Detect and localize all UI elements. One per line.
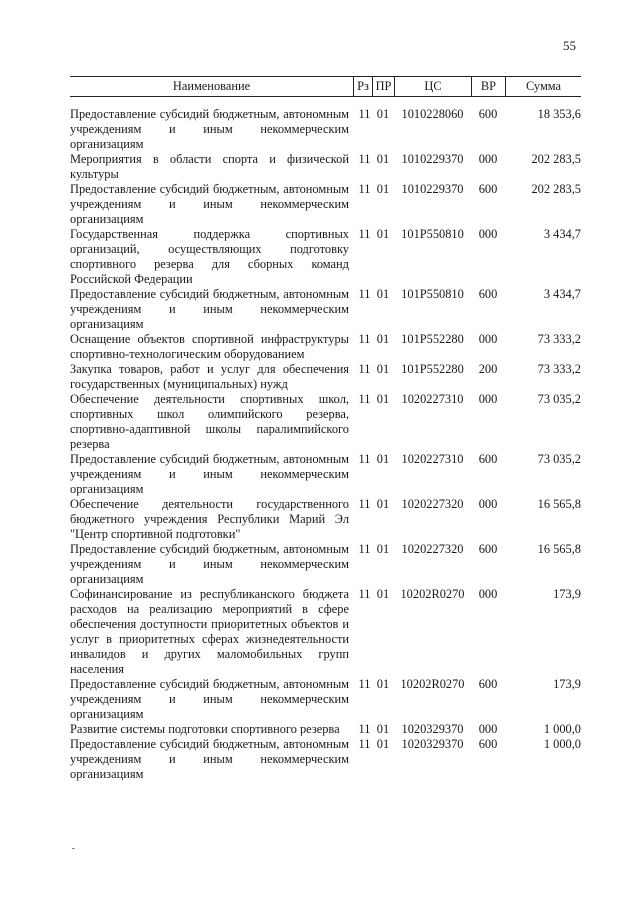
table-row <box>70 452 581 497</box>
cell-cs: 10202R0270 <box>400 677 465 691</box>
cell-rz: 11 <box>358 497 371 511</box>
cell-cs: 1020329370 <box>401 737 464 751</box>
cell-cs: 1010228060 <box>401 107 464 121</box>
cell-vr: 600 <box>478 287 498 301</box>
table-row <box>70 542 581 587</box>
cell-vr: 000 <box>478 587 498 601</box>
table-row <box>70 362 581 392</box>
header-pr: ПР <box>372 77 394 96</box>
cell-rz: 11 <box>358 722 371 736</box>
cell-pr: 01 <box>376 107 390 121</box>
cell-rz: 11 <box>358 362 371 376</box>
cell-pr: 01 <box>376 182 390 196</box>
scan-speck <box>72 848 75 849</box>
cell-rz: 11 <box>358 332 371 346</box>
cell-vr: 000 <box>478 332 498 346</box>
cell-rz: 11 <box>358 227 371 241</box>
cell-cs: 101P552280 <box>401 332 464 346</box>
table-row <box>70 677 581 722</box>
cell-vr: 000 <box>478 497 498 511</box>
cell-sum: 173,9 <box>553 677 581 691</box>
cell-rz: 11 <box>358 677 371 691</box>
cell-rz: 11 <box>358 392 371 406</box>
cell-sum: 3 434,7 <box>543 227 581 241</box>
cell-sum: 1 000,0 <box>543 722 581 736</box>
table-row <box>70 107 581 152</box>
cell-name: Мероприятия в области спорта и физической культуры <box>70 152 349 181</box>
cell-sum: 16 565,8 <box>537 497 581 511</box>
cell-name: Предоставление субсидий бюджетным, автономным учреждениям и иным некоммерческим организациям <box>70 737 349 781</box>
cell-vr: 600 <box>478 677 498 691</box>
cell-cs: 101P552280 <box>401 362 464 376</box>
cell-cs: 1020227320 <box>401 497 464 511</box>
cell-rz: 11 <box>358 182 371 196</box>
cell-vr: 600 <box>478 182 498 196</box>
cell-name: Развитие системы подготовки спортивного резерва <box>70 722 340 736</box>
cell-pr: 01 <box>376 287 390 301</box>
cell-name: Предоставление субсидий бюджетным, автономным учреждениям и иным некоммерческим организациям <box>70 677 349 721</box>
cell-name: Государственная поддержка спортивных организаций, осуществляющих подготовку спортивного резерва для сборных команд Российской Федерации <box>70 227 349 286</box>
cell-pr: 01 <box>376 587 390 601</box>
cell-rz: 11 <box>358 107 371 121</box>
cell-rz: 11 <box>358 587 371 601</box>
cell-name: Предоставление субсидий бюджетным, автономным учреждениям и иным некоммерческим организациям <box>70 287 349 331</box>
table-row <box>70 332 581 362</box>
cell-vr: 600 <box>478 452 498 466</box>
table-row <box>70 722 581 737</box>
cell-rz: 11 <box>358 542 371 556</box>
table-row <box>70 152 581 182</box>
cell-pr: 01 <box>376 452 390 466</box>
cell-pr: 01 <box>376 227 390 241</box>
cell-vr: 600 <box>478 107 498 121</box>
table-row <box>70 737 581 782</box>
cell-sum: 18 353,6 <box>537 107 581 121</box>
cell-sum: 1 000,0 <box>543 737 581 751</box>
cell-name: Оснащение объектов спортивной инфраструктуры спортивно-технологическим оборудованием <box>70 332 349 361</box>
header-cs: ЦС <box>394 77 471 96</box>
page-number: 55 <box>563 38 576 53</box>
table-row <box>70 587 581 677</box>
cell-cs: 101P550810 <box>401 287 464 301</box>
cell-cs: 10202R0270 <box>400 587 465 601</box>
budget-table <box>70 76 581 782</box>
cell-name: Обеспечение деятельности спортивных школ, спортивных школ олимпийского резерва, спортивно-адаптивной школы паралимпийского резерва <box>70 392 349 451</box>
cell-sum: 3 434,7 <box>543 287 581 301</box>
cell-sum: 73 035,2 <box>537 452 581 466</box>
cell-sum: 202 283,5 <box>531 182 581 196</box>
cell-cs: 1020329370 <box>401 722 464 736</box>
cell-name: Предоставление субсидий бюджетным, автономным учреждениям и иным некоммерческим организациям <box>70 452 349 496</box>
cell-vr: 000 <box>478 392 498 406</box>
cell-name: Предоставление субсидий бюджетным, автономным учреждениям и иным некоммерческим организациям <box>70 182 349 226</box>
cell-pr: 01 <box>376 722 390 736</box>
cell-pr: 01 <box>376 677 390 691</box>
cell-sum: 16 565,8 <box>537 542 581 556</box>
cell-name: Предоставление субсидий бюджетным, автономным учреждениям и иным некоммерческим организациям <box>70 542 349 586</box>
cell-cs: 1010229370 <box>401 182 464 196</box>
cell-vr: 000 <box>478 722 498 736</box>
cell-sum: 173,9 <box>553 587 581 601</box>
cell-pr: 01 <box>376 362 390 376</box>
cell-vr: 000 <box>478 152 498 166</box>
table-header <box>70 76 581 97</box>
table-row <box>70 227 581 287</box>
cell-rz: 11 <box>358 152 371 166</box>
cell-rz: 11 <box>358 737 371 751</box>
cell-pr: 01 <box>376 152 390 166</box>
cell-name: Закупка товаров, работ и услуг для обеспечения государственных (муниципальных) нужд <box>70 362 349 391</box>
header-vr: ВР <box>471 77 505 96</box>
header-name: Наименование <box>172 79 251 93</box>
cell-cs: 1020227320 <box>401 542 464 556</box>
cell-vr: 600 <box>478 542 498 556</box>
cell-sum: 73 035,2 <box>537 392 581 406</box>
cell-name: Обеспечение деятельности государственного бюджетного учреждения Республики Марий Эл "Центр спортивной подготовки" <box>70 497 349 541</box>
cell-rz: 11 <box>358 452 371 466</box>
table-body <box>70 107 581 782</box>
cell-pr: 01 <box>376 392 390 406</box>
cell-vr: 200 <box>478 362 498 376</box>
table-row <box>70 182 581 227</box>
cell-pr: 01 <box>376 332 390 346</box>
cell-sum: 202 283,5 <box>531 152 581 166</box>
cell-pr: 01 <box>376 737 390 751</box>
cell-cs: 1020227310 <box>401 452 464 466</box>
cell-pr: 01 <box>376 497 390 511</box>
cell-cs: 1020227310 <box>401 392 464 406</box>
cell-cs: 101P550810 <box>401 227 464 241</box>
table-row <box>70 497 581 542</box>
header-rz: Рз <box>353 77 372 96</box>
cell-name: Софинансирование из республиканского бюджета расходов на реализацию мероприятий в сфере обеспечения доступности приоритетных объектов и услуг в приоритетных сферах жизнедеятельности инвалидов и других маломобильных групп населения <box>70 587 349 676</box>
cell-vr: 600 <box>478 737 498 751</box>
cell-vr: 000 <box>478 227 498 241</box>
table-row <box>70 287 581 332</box>
cell-sum: 73 333,2 <box>537 362 581 376</box>
header-sum: Сумма <box>505 77 581 96</box>
cell-cs: 1010229370 <box>401 152 464 166</box>
table-row <box>70 392 581 452</box>
cell-rz: 11 <box>358 287 371 301</box>
cell-sum: 73 333,2 <box>537 332 581 346</box>
cell-pr: 01 <box>376 542 390 556</box>
cell-name: Предоставление субсидий бюджетным, автономным учреждениям и иным некоммерческим организациям <box>70 107 349 151</box>
